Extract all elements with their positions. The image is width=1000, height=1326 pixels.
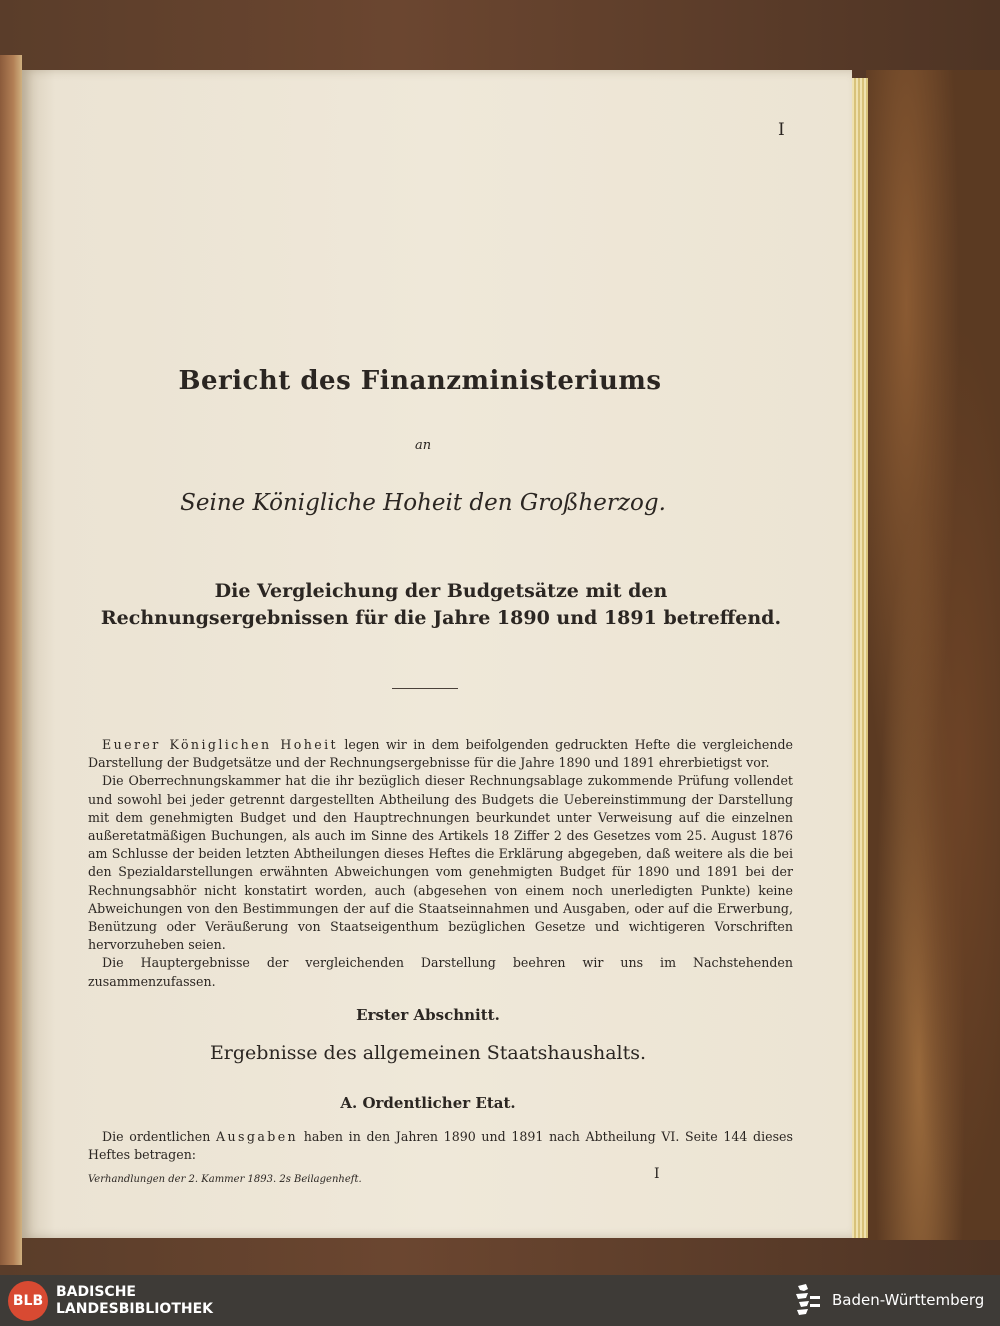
body-text <box>88 736 793 991</box>
baden-wuerttemberg-crest-icon[interactable] <box>794 1282 822 1320</box>
closing-text <box>88 1128 793 1164</box>
book-cover-right <box>866 70 1000 1240</box>
library-name-line2: LANDESBIBLIOTHEK <box>56 1301 214 1317</box>
library-name-line1: BADISCHE <box>56 1284 136 1300</box>
paragraph-1-text: legen wir in dem beifolgenden gedruckten Hefte die vergleichende Darstellung der Budgetsätze und der Rechnungsergebnisse für die Jahre 1890 und 1891 ehrerbietigst vor. <box>88 737 793 771</box>
footer-note: Verhandlungen der 2. Kammer 1893. 2s Beilagenheft. <box>88 1174 362 1185</box>
page-number: I <box>778 120 785 140</box>
section-heading: Erster Abschnitt. <box>356 1006 500 1024</box>
paragraph-1 <box>88 736 793 772</box>
state-name[interactable]: Baden-Württemberg <box>832 1291 985 1309</box>
closing-paragraph <box>88 1128 793 1164</box>
paragraph-2: Die Oberrechnungskammer hat die ihr bezüglich dieser Rechnungsablage zukommende Prüfung vollendet und sowohl bei jeder getrennt dargestellten Abtheilung des Budgets die Uebereinstimmung der Darstellung mit dem genehmigten Budget und den Hauptrechnungen beurkundet unter Verweisung auf die einzelnen außeretatmäßigen Buchungen, als auch im Sinne des Artikels 18 Ziffer 2 des Gesetzes vom 25. August 1876 am Schlusse der beiden letzten Abtheilungen dieses Heftes die Erklärung abgegeben, daß weitere als die bei den Spezialdarstellungen erwähnten Abweichungen vom genehmigten Budget für 1890 und 1891 bei der Rechnungsabhör nicht konstatirt worden, auch (abgesehen von einem noch unerledigten Punkte) keine Abweichungen von den Bestimmungen der auf die Staatseinnahmen und Ausgaben, oder auf die Erwerbung, Benützung oder Veräußerung von Staatseigenthum bezüglichen Gesetze und wichtigeren Vorschriften hervorzuheben seien. <box>88 773 793 953</box>
book-cover-left-edge <box>0 55 22 1265</box>
bottom-branding-bar <box>0 1275 1000 1326</box>
closing-spaced-word: Ausgaben <box>216 1129 299 1144</box>
subject-heading: Die Vergleichung der Budgetsätze mit den Rechnungsergebnissen für die Jahre 1890 und 1891 betreffend. <box>100 580 782 629</box>
paragraph-3: Die Hauptergebnisse der vergleichenden Darstellung beehren wir uns im Nachstehenden zusammenzufassen. <box>88 955 793 989</box>
divider-rule <box>392 688 458 689</box>
library-name[interactable] <box>56 1284 213 1318</box>
section-title: Ergebnisse des allgemeinen Staatshaushalts. <box>209 1042 647 1064</box>
subsection-heading: A. Ordentlicher Etat. <box>340 1094 516 1112</box>
signature-mark: I <box>654 1166 660 1182</box>
salutation: Euerer Königlichen Hoheit <box>102 737 338 752</box>
document-title: Bericht des Finanzministeriums <box>178 366 662 396</box>
preposition-text: an <box>414 438 432 453</box>
blb-logo[interactable]: BLB <box>8 1281 48 1321</box>
closing-before: Die ordentlichen <box>102 1129 211 1144</box>
closing-after: haben in den Jahren 1890 und 1891 nach Abtheilung VI. Seite 144 dieses Heftes betragen: <box>88 1129 793 1163</box>
addressee: Seine Königliche Hoheit den Großherzog. <box>180 490 666 516</box>
